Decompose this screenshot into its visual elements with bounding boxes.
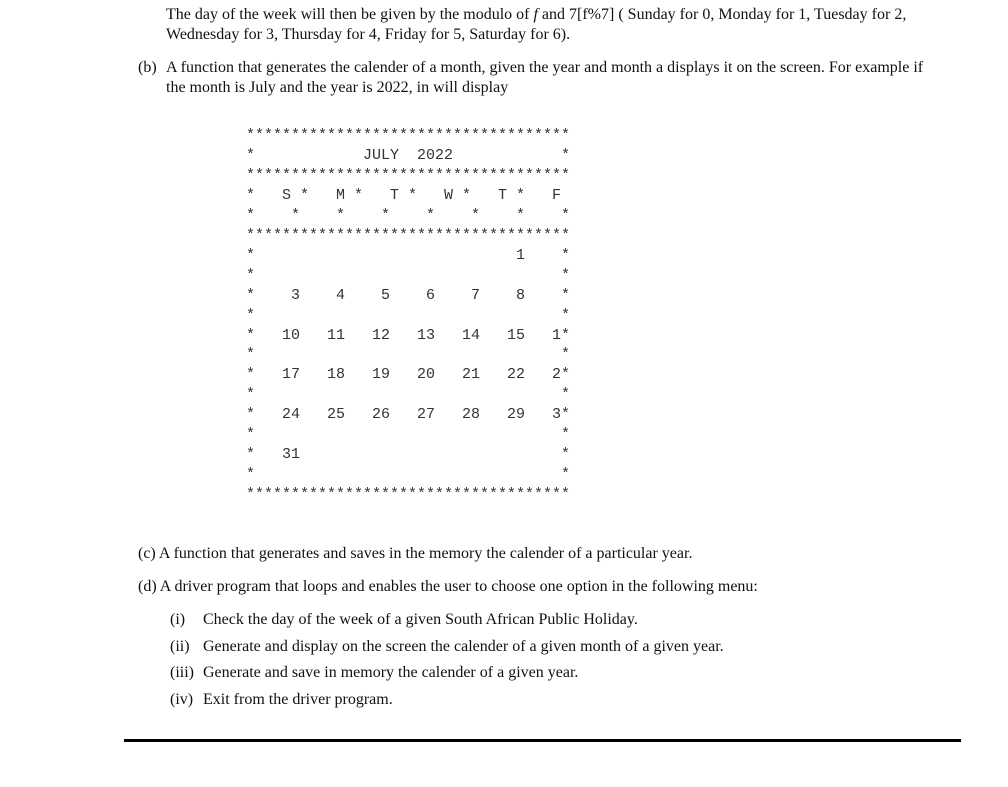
item-b-line-2: the month is July and the year is 2022, in will display xyxy=(166,79,509,96)
item-b-text xyxy=(166,58,966,98)
item-c-text: A function that generates and saves in the memory the calender of a particular year. xyxy=(158,545,693,562)
menu-option-iv xyxy=(170,690,393,710)
item-c xyxy=(138,544,692,564)
menu-option-label: (ii) xyxy=(170,638,190,655)
item-d-label: (d) xyxy=(138,578,157,595)
item-b-line-1: A function that generates the calender of a month, given the year and month a displays it on the screen. For example if xyxy=(166,59,924,76)
menu-option-ii xyxy=(170,637,724,657)
item-d xyxy=(138,577,758,597)
menu-option-label: (i) xyxy=(170,611,186,628)
menu-option-text: Generate and save in memory the calender of a given year. xyxy=(203,664,579,681)
item-d-text: A driver program that loops and enables the user to choose one option in the following menu: xyxy=(159,578,758,595)
menu-option-text: Check the day of the week of a given South African Public Holiday. xyxy=(203,611,638,628)
menu-option-label: (iii) xyxy=(170,664,194,681)
menu-option-text: Exit from the driver program. xyxy=(203,691,393,708)
intro-line-2: Wednesday for 3, Thursday for 4, Friday for 5, Saturday for 6). xyxy=(166,26,571,43)
variable-f: f xyxy=(533,6,538,23)
calendar-ascii-display: ************************************ * JULY 2022 * ************************************ * S * M * T * W * T * F * * * * * * * * ************************************ * 1 * * * * 3 4 5 6 7 8 * * * * 10 11 12 13 14 15 1* * * * 17 18 19 20 21 22 2* * * * 24 25 26 27 28 29 3* * * * 31 * * * ************************************ xyxy=(246,127,571,504)
item-b-label: (b) xyxy=(138,59,157,76)
menu-option-i xyxy=(170,610,638,630)
intro-paragraph xyxy=(166,5,966,45)
menu-option-text: Generate and display on the screen the calender of a given month of a given year. xyxy=(203,638,724,655)
menu-option-label: (iv) xyxy=(170,691,194,708)
menu-option-iii xyxy=(170,663,578,683)
item-c-label: (c) xyxy=(138,545,156,562)
bottom-rule-divider xyxy=(124,739,961,742)
intro-line-1: The day of the week will then be given by the modulo of f and 7[f%7] ( Sunday for 0, Monday for 1, Tuesday for 2, xyxy=(166,6,907,23)
